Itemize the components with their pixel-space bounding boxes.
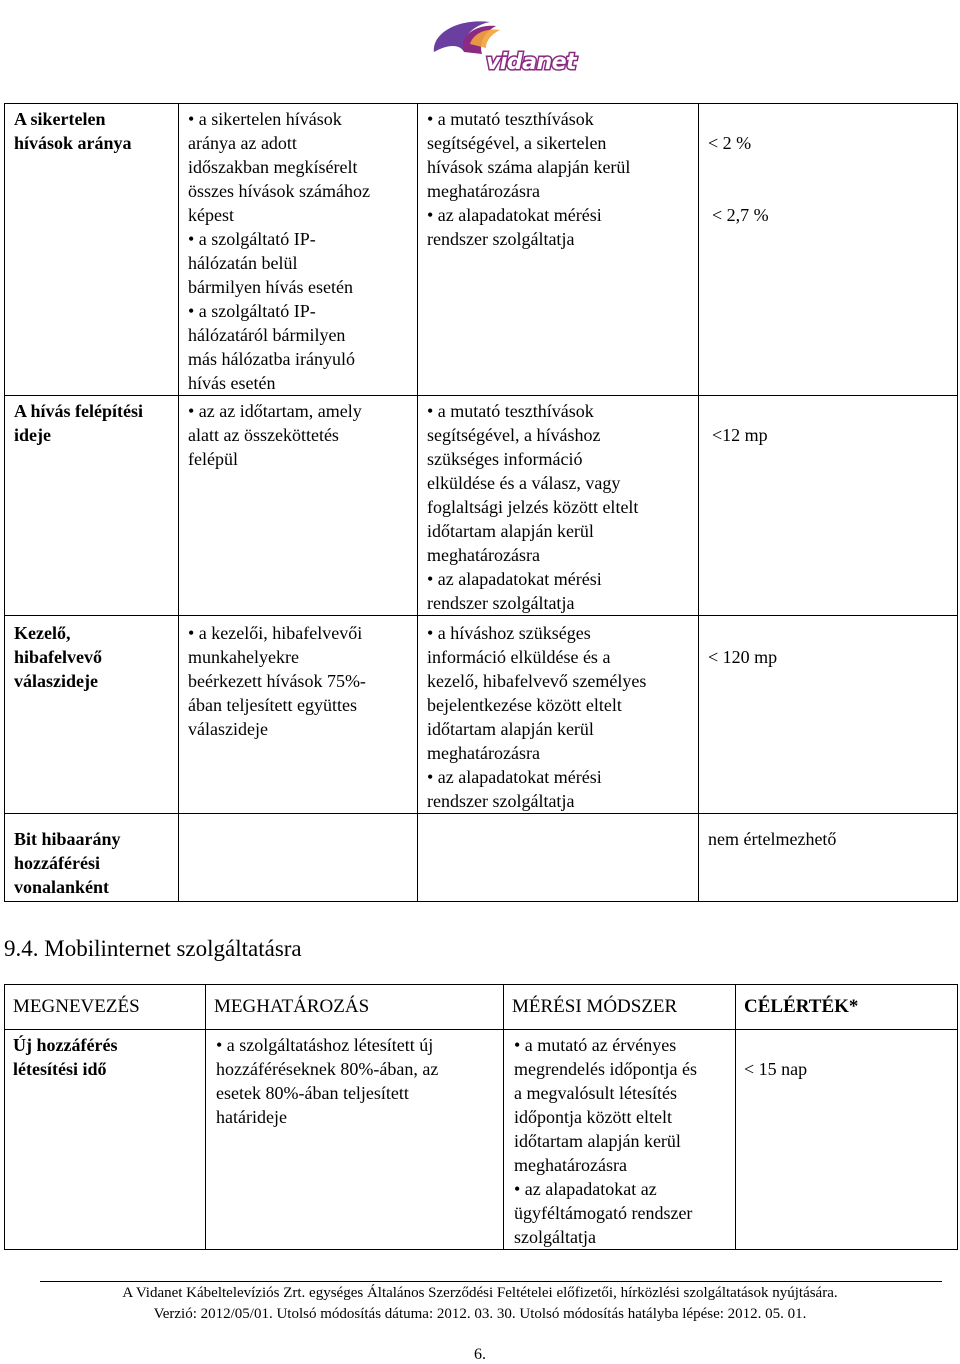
row-name-cell: A hívás felépítési ideje bbox=[5, 396, 179, 616]
table-row bbox=[5, 104, 958, 396]
table-row bbox=[5, 396, 958, 616]
footer-divider bbox=[40, 1281, 942, 1282]
target-value: nem értelmezhető bbox=[708, 829, 837, 849]
method-cell: • a mutató teszthívások segítségével, a sikertelen hívások száma alapján kerül meghatározásra • az alapadatokat mérési rendszer szolgáltatja bbox=[418, 104, 699, 396]
page-number: 6. bbox=[474, 1346, 486, 1363]
definition-cell: • a szolgáltatáshoz létesített új hozzáféréseknek 80%-ában, az esetek 80%-ában teljesített határideje bbox=[206, 1030, 504, 1250]
method-cell: • a mutató teszthívások segítségével, a híváshoz szükséges információ elküldése és a válasz, vagy foglaltsági jelzés között eltelt időtartam alapján kerül meghatározásra • az alapadatokat mérési rendszer szolgáltatja bbox=[418, 396, 699, 616]
footer-text: A Vidanet Kábeltelevíziós Zrt. egységes Általános Szerződési Feltételei előfizetői, hírközlési szolgáltatások nyújtására. bbox=[122, 1285, 838, 1301]
target-value: < 2,7 % bbox=[712, 205, 769, 225]
column-header: MÉRÉSI MÓDSZER bbox=[504, 985, 736, 1030]
vidanet-logo bbox=[430, 14, 580, 84]
target-value: <12 mp bbox=[712, 425, 768, 445]
target-cell bbox=[736, 1030, 958, 1250]
definition-cell: • a sikertelen hívások aránya az adott időszakban megkísérelt összes hívások számához képest • a szolgáltató IP- hálózatán belül bármilyen hívás esetén • a szolgáltató IP- hálózatáról bármilyen más hálózatba irányuló hívás esetén bbox=[179, 104, 418, 396]
target-value: < 120 mp bbox=[708, 647, 778, 667]
definition-cell: • a kezelői, hibafelvevői munkahelyekre beérkezett hívások 75%- ában teljesített együttes válaszideje bbox=[179, 616, 418, 814]
row-name-cell: A sikertelen hívások aránya bbox=[5, 104, 179, 396]
target-cell bbox=[699, 104, 958, 396]
target-cell bbox=[699, 616, 958, 814]
method-cell bbox=[418, 814, 699, 902]
table-header-row bbox=[5, 985, 958, 1030]
footer-version: Verzió: 2012/05/01. Utolsó módosítás dátuma: 2012. 03. 30. Utolsó módosítás hatályba lépése: 2012. 05. 01. bbox=[153, 1306, 807, 1322]
target-cell bbox=[699, 396, 958, 616]
mobile-internet-table bbox=[4, 984, 958, 1250]
column-header: MEGNEVEZÉS bbox=[5, 985, 206, 1030]
method-cell: • a híváshoz szükséges információ elküldése és a kezelő, hibafelvevő személyes bejelentkezése között eltelt időtartam alapján kerül meghatározásra • az alapadatokat mérési rendszer szolgáltatja bbox=[418, 616, 699, 814]
column-header: MEGHATÁROZÁS bbox=[206, 985, 504, 1030]
target-value: < 2 % bbox=[708, 133, 752, 153]
table-row bbox=[5, 1030, 958, 1250]
row-name-cell: Bit hibaarány hozzáférési vonalanként bbox=[5, 814, 179, 902]
definition-cell bbox=[179, 814, 418, 902]
logo-wordmark: vidanet bbox=[486, 50, 577, 75]
quality-indicators-table bbox=[4, 103, 958, 902]
table-row bbox=[5, 814, 958, 902]
table-row bbox=[5, 616, 958, 814]
target-cell bbox=[699, 814, 958, 902]
definition-cell: • az az időtartam, amely alatt az összeköttetés felépül bbox=[179, 396, 418, 616]
method-cell: • a mutató az érvényes megrendelés időpontja és a megvalósult létesítés időpontja között eltelt időtartam alapján kerül meghatározásra • az alapadatokat az ügyféltámogató rendszer szolgáltatja bbox=[504, 1030, 736, 1250]
target-value: < 15 nap bbox=[744, 1059, 808, 1079]
row-name-cell: Kezelő, hibafelvevő válaszideje bbox=[5, 616, 179, 814]
section-heading: 9.4. Mobilinternet szolgáltatásra bbox=[4, 936, 302, 961]
row-name-cell: Új hozzáférés létesítési idő bbox=[5, 1030, 206, 1250]
column-header: CÉLÉRTÉK* bbox=[736, 985, 958, 1030]
